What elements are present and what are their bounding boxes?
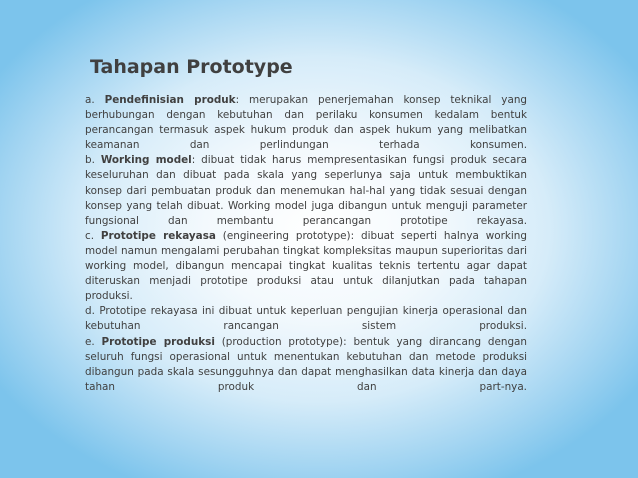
item-term: Working model <box>100 154 192 167</box>
slide-title: Tahapan Prototype <box>90 56 293 78</box>
item-text: (engineering prototype): dibuat seperti halnya working model namun mengalami perubahan tingkat kompleksitas maupun superioritas dari working model, dibangun mencapai tingkat kualitas teknis tertentu agar dapat diteruskan menjadi prototipe produksi atau untuk dilanjutkan pada tahapan produksi. <box>85 229 527 303</box>
item-prefix: a. <box>85 94 105 106</box>
item-term: Pendefinisian produk <box>104 94 236 106</box>
item-prefix: e. <box>85 335 102 348</box>
list-item-b <box>85 153 527 228</box>
slide-body <box>85 93 527 395</box>
list-item-e <box>85 335 527 395</box>
item-term: Prototipe produksi <box>101 335 215 348</box>
item-prefix: d. <box>85 305 100 318</box>
item-text: (production prototype): bentuk yang dirancang dengan seluruh fungsi operasional untuk menentukan kebutuhan dan metode produksi dibangun pada skala sesungguhnya dan dapat menghasilkan data kinerja dan daya tahan produk dan part-nya. <box>85 335 527 393</box>
item-term: Prototipe rekayasa <box>100 229 216 242</box>
list-item-a <box>85 93 527 153</box>
list-item-d <box>85 304 527 334</box>
item-prefix: c. <box>85 229 101 242</box>
item-text: Prototipe rekayasa ini dibuat untuk keperluan pengujian kinerja operasional dan kebutuhan rancangan sistem produksi. <box>85 305 528 333</box>
item-prefix: b. <box>85 154 101 167</box>
list-item-c <box>85 229 527 304</box>
item-text: : dibuat tidak harus mempresentasikan fungsi produk secara keseluruhan dan dibuat pada skala yang seperlunya saja untuk membuktikan konsep dari pembuatan produk dan menemukan hal-hal yang tidak sesuai dengan konsep yang telah dibuat. Working model juga dibangun untuk menguji parameter fungsional dan membantu perancangan prototipe rekayasa. <box>85 154 528 227</box>
item-text: : merupakan penerjemahan konsep teknikal yang berhubungan dengan kebutuhan dan perilaku konsumen kedalam bentuk perancangan termasuk aspek hukum produk dan aspek hukum yang melibatkan keamanan dan perlindungan terhada konsumen. <box>85 94 527 152</box>
